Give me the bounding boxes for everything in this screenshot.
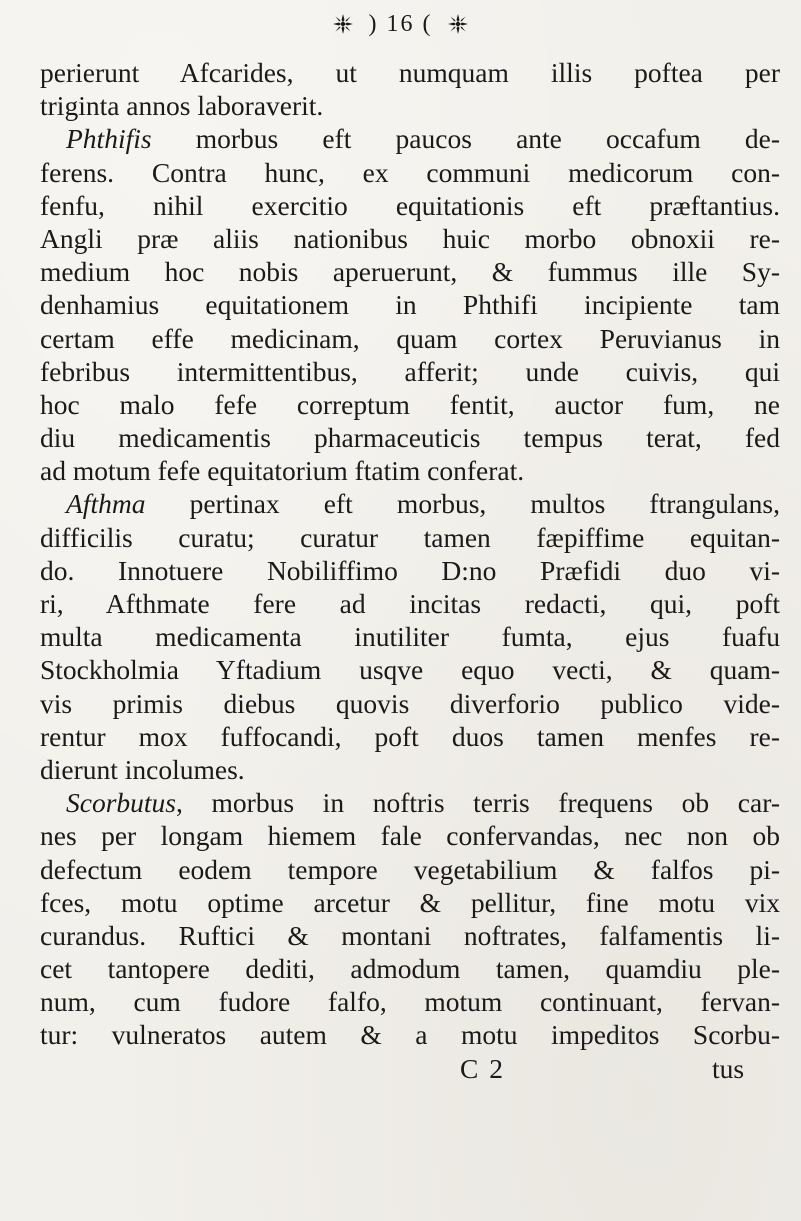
- text-line: difficilis curatu; curatur tamen fæpiffime equitan-: [40, 521, 780, 553]
- text-line: fenfu, nihil exercitio equitationis eft præftantius.: [40, 189, 780, 221]
- text-line: rentur mox fuffocandi, poft duos tamen menfes re-: [40, 720, 780, 752]
- text-line: ad motum fefe equitatorium ftatim conferat.: [40, 455, 525, 487]
- text-line: Phthifis morbus eft paucos ante occafum de-: [66, 123, 780, 155]
- text-line: Angli præ aliis nationibus huic morbo obnoxii re-: [40, 222, 780, 254]
- text-line: ferens. Contra hunc, ex communi medicorum con-: [40, 156, 780, 188]
- text-line: vis primis diebus quovis diverforio publico vide-: [40, 687, 780, 719]
- text-line: nes per longam hiemem fale confervandas, nec non ob: [40, 820, 780, 852]
- section-term-phthisis: Phthifis: [66, 123, 152, 155]
- text-line: multa medicamenta inutiliter fumta, ejus fuafu: [40, 621, 780, 653]
- text-line: perierunt Afcarides, ut numquam illis poftea per: [40, 57, 780, 88]
- text-line: ri, Afthmate fere ad incitas redacti, qui, poft: [40, 588, 780, 619]
- text-line: fces, motu optime arcetur & pellitur, fine motu vix: [40, 886, 780, 918]
- text-line: Stockholmia Yftadium usqve equo vecti, & quam-: [40, 654, 780, 686]
- page-number: ) 16 (: [368, 10, 433, 37]
- floral-ornament-icon: [446, 12, 470, 36]
- text-line: tur: vulneratos autem & a motu impeditos Scorbu-: [40, 1019, 780, 1051]
- text-line: Afthma pertinax eft morbus, multos ftrangulans,: [66, 488, 780, 520]
- text-line: cet tantopere dediti, admodum tamen, quamdiu ple-: [40, 953, 780, 985]
- page-header: [0, 4, 801, 44]
- text-line: certam effe medicinam, quam cortex Peruvianus in: [40, 322, 780, 354]
- section-term-scorbutus: Scorbutus: [66, 787, 176, 819]
- text-line: diu medicamentis pharmaceuticis tempus terat, fed: [40, 422, 780, 454]
- text-line: curandus. Ruftici & montani noftrates, falfamentis li-: [40, 919, 780, 951]
- section-term-asthma: Afthma: [66, 488, 146, 520]
- floral-ornament-icon: [331, 12, 355, 36]
- text-line: denhamius equitationem in Phthifi incipiente tam: [40, 289, 780, 321]
- text-line: num, cum fudore falfo, motum continuant, fervan-: [40, 986, 780, 1018]
- text-line: Scorbutus, morbus in noftris terris frequens ob car-: [66, 787, 780, 819]
- text-line: triginta annos laboraverit.: [40, 90, 324, 122]
- text-line: hoc malo fefe correptum fentit, auctor fum, ne: [40, 388, 780, 420]
- catchword: tus: [712, 1052, 745, 1084]
- text-line: febribus intermittentibus, afferit; unde cuivis, qui: [40, 355, 780, 387]
- text-line: defectum eodem tempore vegetabilium & falfos pi-: [40, 853, 780, 885]
- text-line: medium hoc nobis aperuerunt, & fummus ille Sy-: [40, 256, 780, 288]
- signature-mark: C 2: [460, 1052, 505, 1084]
- text-line: do. Innotuere Nobiliffimo D:no Præfidi duo vi-: [40, 554, 780, 586]
- footer-line: [40, 1052, 780, 1085]
- body-text: [40, 56, 780, 1085]
- text-line: dierunt incolumes.: [40, 753, 245, 785]
